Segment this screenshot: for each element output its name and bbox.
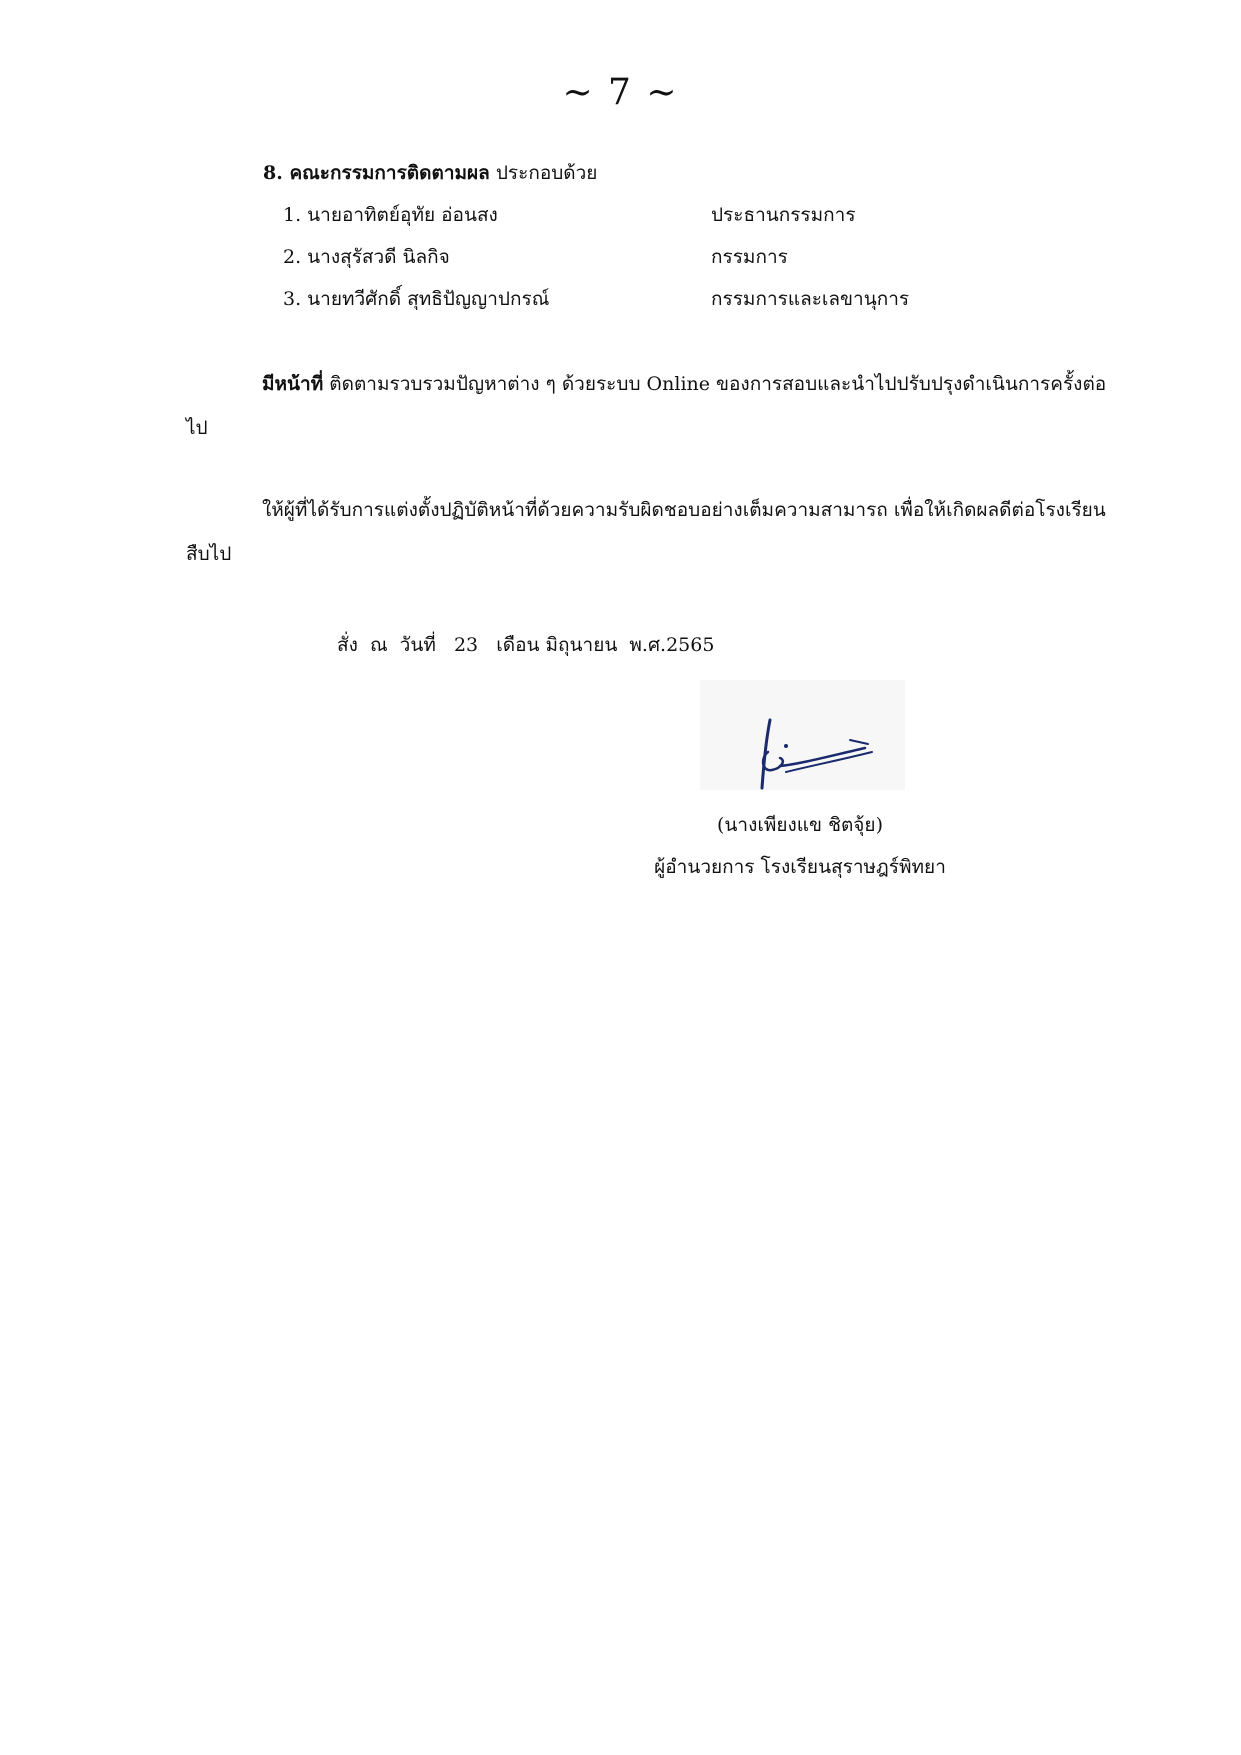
signature-image [700,680,905,790]
section-subtitle: ประกอบด้วย [495,162,598,184]
page-number: ~ 7 ~ [562,72,679,113]
member-role: ประธานกรรมการ [711,204,856,226]
member-name: 3. นายทวีศักดิ์ สุทธิปัญญาปกรณ์ [283,288,550,310]
signer-name: (นางเพียงแข ชิตจุ้ย) [717,814,883,836]
signature-icon [700,680,905,790]
member-name: 2. นางสุรัสวดี นิลกิจ [283,246,450,268]
order-date: สั่ง ณ วันที่ 23 เดือน มิถุนายน พ.ศ.2565 [337,634,715,656]
member-name: 1. นายอาทิตย์อุทัย อ่อนสง [283,204,498,226]
duty-paragraph [186,362,1126,450]
section-title: 8. คณะกรรมการติดตามผล [263,162,490,184]
member-role: กรรมการและเลขานุการ [711,288,910,310]
duty-text: ติดตามรวบรวมปัญหาต่าง ๆ ด้วยระบบ Online ของการสอบและนำไปปรับปรุงดำเนินการครั้งต่อไป [186,373,1107,439]
duty-label: มีหน้าที่ [262,373,324,395]
signer-title: ผู้อำนวยการ โรงเรียนสุราษฎร์พิทยา [654,856,946,878]
closing-paragraph: ให้ผู้ที่ได้รับการแต่งตั้งปฏิบัติหน้าที่ด้วยความรับผิดชอบอย่างเต็มความสามารถ เพื่อให้เกิดผลดีต่อโรงเรียนสืบไป [186,499,1106,565]
section-heading [263,158,597,188]
member-role: กรรมการ [711,246,788,268]
